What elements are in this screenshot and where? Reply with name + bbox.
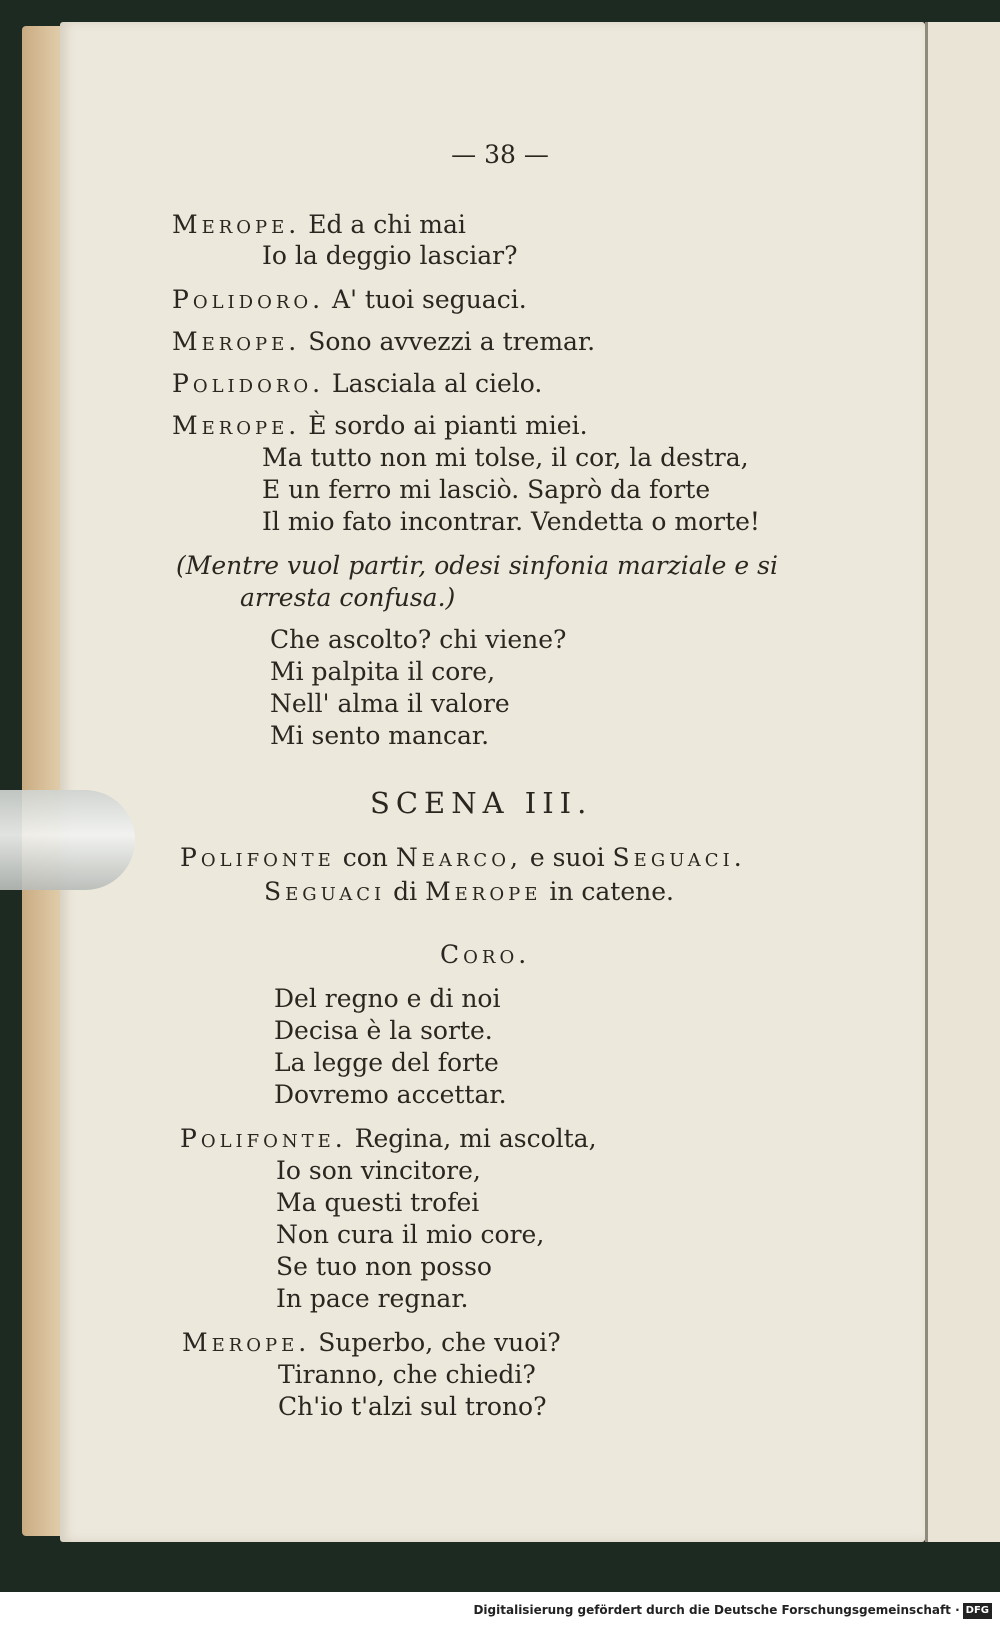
verse-text: Sono avvezzi a tremar.: [308, 327, 596, 356]
verse-line: La legge del forte: [274, 1048, 499, 1077]
character-name: Seguaci: [264, 877, 386, 906]
speaker-name: Polidoro.: [172, 285, 325, 314]
cast-text: con: [342, 843, 388, 872]
verse-text: A' tuoi seguaci.: [332, 285, 527, 314]
speech-line: [172, 411, 588, 441]
cast-line: [180, 843, 746, 873]
speaker-name: Merope.: [182, 1328, 311, 1357]
scene-heading: SCENA III.: [370, 786, 593, 820]
character-name: Merope: [425, 877, 542, 906]
cast-text: e suoi: [529, 843, 605, 872]
character-name: Nearco,: [395, 843, 522, 872]
speaker-name: Polidoro.: [172, 369, 325, 398]
digitization-footer: [0, 1592, 1000, 1628]
verse-line: Dovremo accettar.: [274, 1080, 507, 1109]
verse-line: Nell' alma il valore: [270, 689, 510, 718]
character-name: Polifonte: [180, 843, 335, 872]
verse-line: Ma tutto non mi tolse, il cor, la destra,: [262, 443, 749, 472]
cast-line: [264, 877, 674, 907]
speaker-name: Merope.: [172, 327, 301, 356]
verse-line: Che ascolto? chi viene?: [270, 625, 567, 654]
character-name: Seguaci.: [612, 843, 746, 872]
verse-line: Tiranno, che chiedi?: [278, 1360, 536, 1389]
verse-line: Non cura il mio core,: [276, 1220, 545, 1249]
verse-line: Mi palpita il core,: [270, 657, 496, 686]
funding-credit: Digitalisierung gefördert durch die Deutsche Forschungsgemeinschaft ·: [473, 1603, 960, 1617]
verse-line: Del regno e di noi: [274, 984, 501, 1013]
verse-line: Ma questi trofei: [276, 1188, 480, 1217]
verse-line: E un ferro mi lasciò. Saprò da forte: [262, 475, 711, 504]
speaker-name: Polifonte.: [180, 1124, 347, 1153]
speech-line: [182, 1328, 561, 1358]
verse-line: Io son vincitore,: [276, 1156, 481, 1185]
chorus-heading: Coro.: [440, 940, 531, 969]
speech-line: [172, 285, 527, 315]
cast-text: in catene.: [549, 877, 674, 906]
verse-text: Ed a chi mai: [308, 210, 466, 239]
verse-text: Lasciala al cielo.: [332, 369, 543, 398]
speech-line: [172, 327, 595, 357]
verse-line: Se tuo non posso: [276, 1252, 492, 1281]
speech-line: [172, 369, 542, 399]
verse-line: Decisa è la sorte.: [274, 1016, 493, 1045]
speaker-name: Merope.: [172, 210, 301, 239]
speaker-name: Merope.: [172, 411, 301, 440]
verse-text: Superbo, che vuoi?: [318, 1328, 561, 1357]
stage-direction: arresta confusa.): [240, 583, 456, 612]
verse-line: Il mio fato incontrar. Vendetta o morte!: [262, 507, 760, 536]
cast-text: di: [393, 877, 418, 906]
verse-line: Ch'io t'alzi sul trono?: [278, 1392, 547, 1421]
speech-line: [172, 210, 466, 240]
page-holder-clip: [0, 790, 135, 890]
page-number: — 38 —: [451, 140, 549, 169]
speech-line: [180, 1124, 597, 1154]
stage-direction: (Mentre vuol partir, odesi sinfonia marziale e si: [176, 551, 778, 580]
verse-text: È sordo ai pianti miei.: [308, 411, 588, 440]
dfg-logo: DFG: [963, 1603, 992, 1619]
verse-line: In pace regnar.: [276, 1284, 469, 1313]
verse-line: Mi sento mancar.: [270, 721, 490, 750]
verse-line: Io la deggio lasciar?: [262, 241, 518, 270]
verse-text: Regina, mi ascolta,: [354, 1124, 597, 1153]
